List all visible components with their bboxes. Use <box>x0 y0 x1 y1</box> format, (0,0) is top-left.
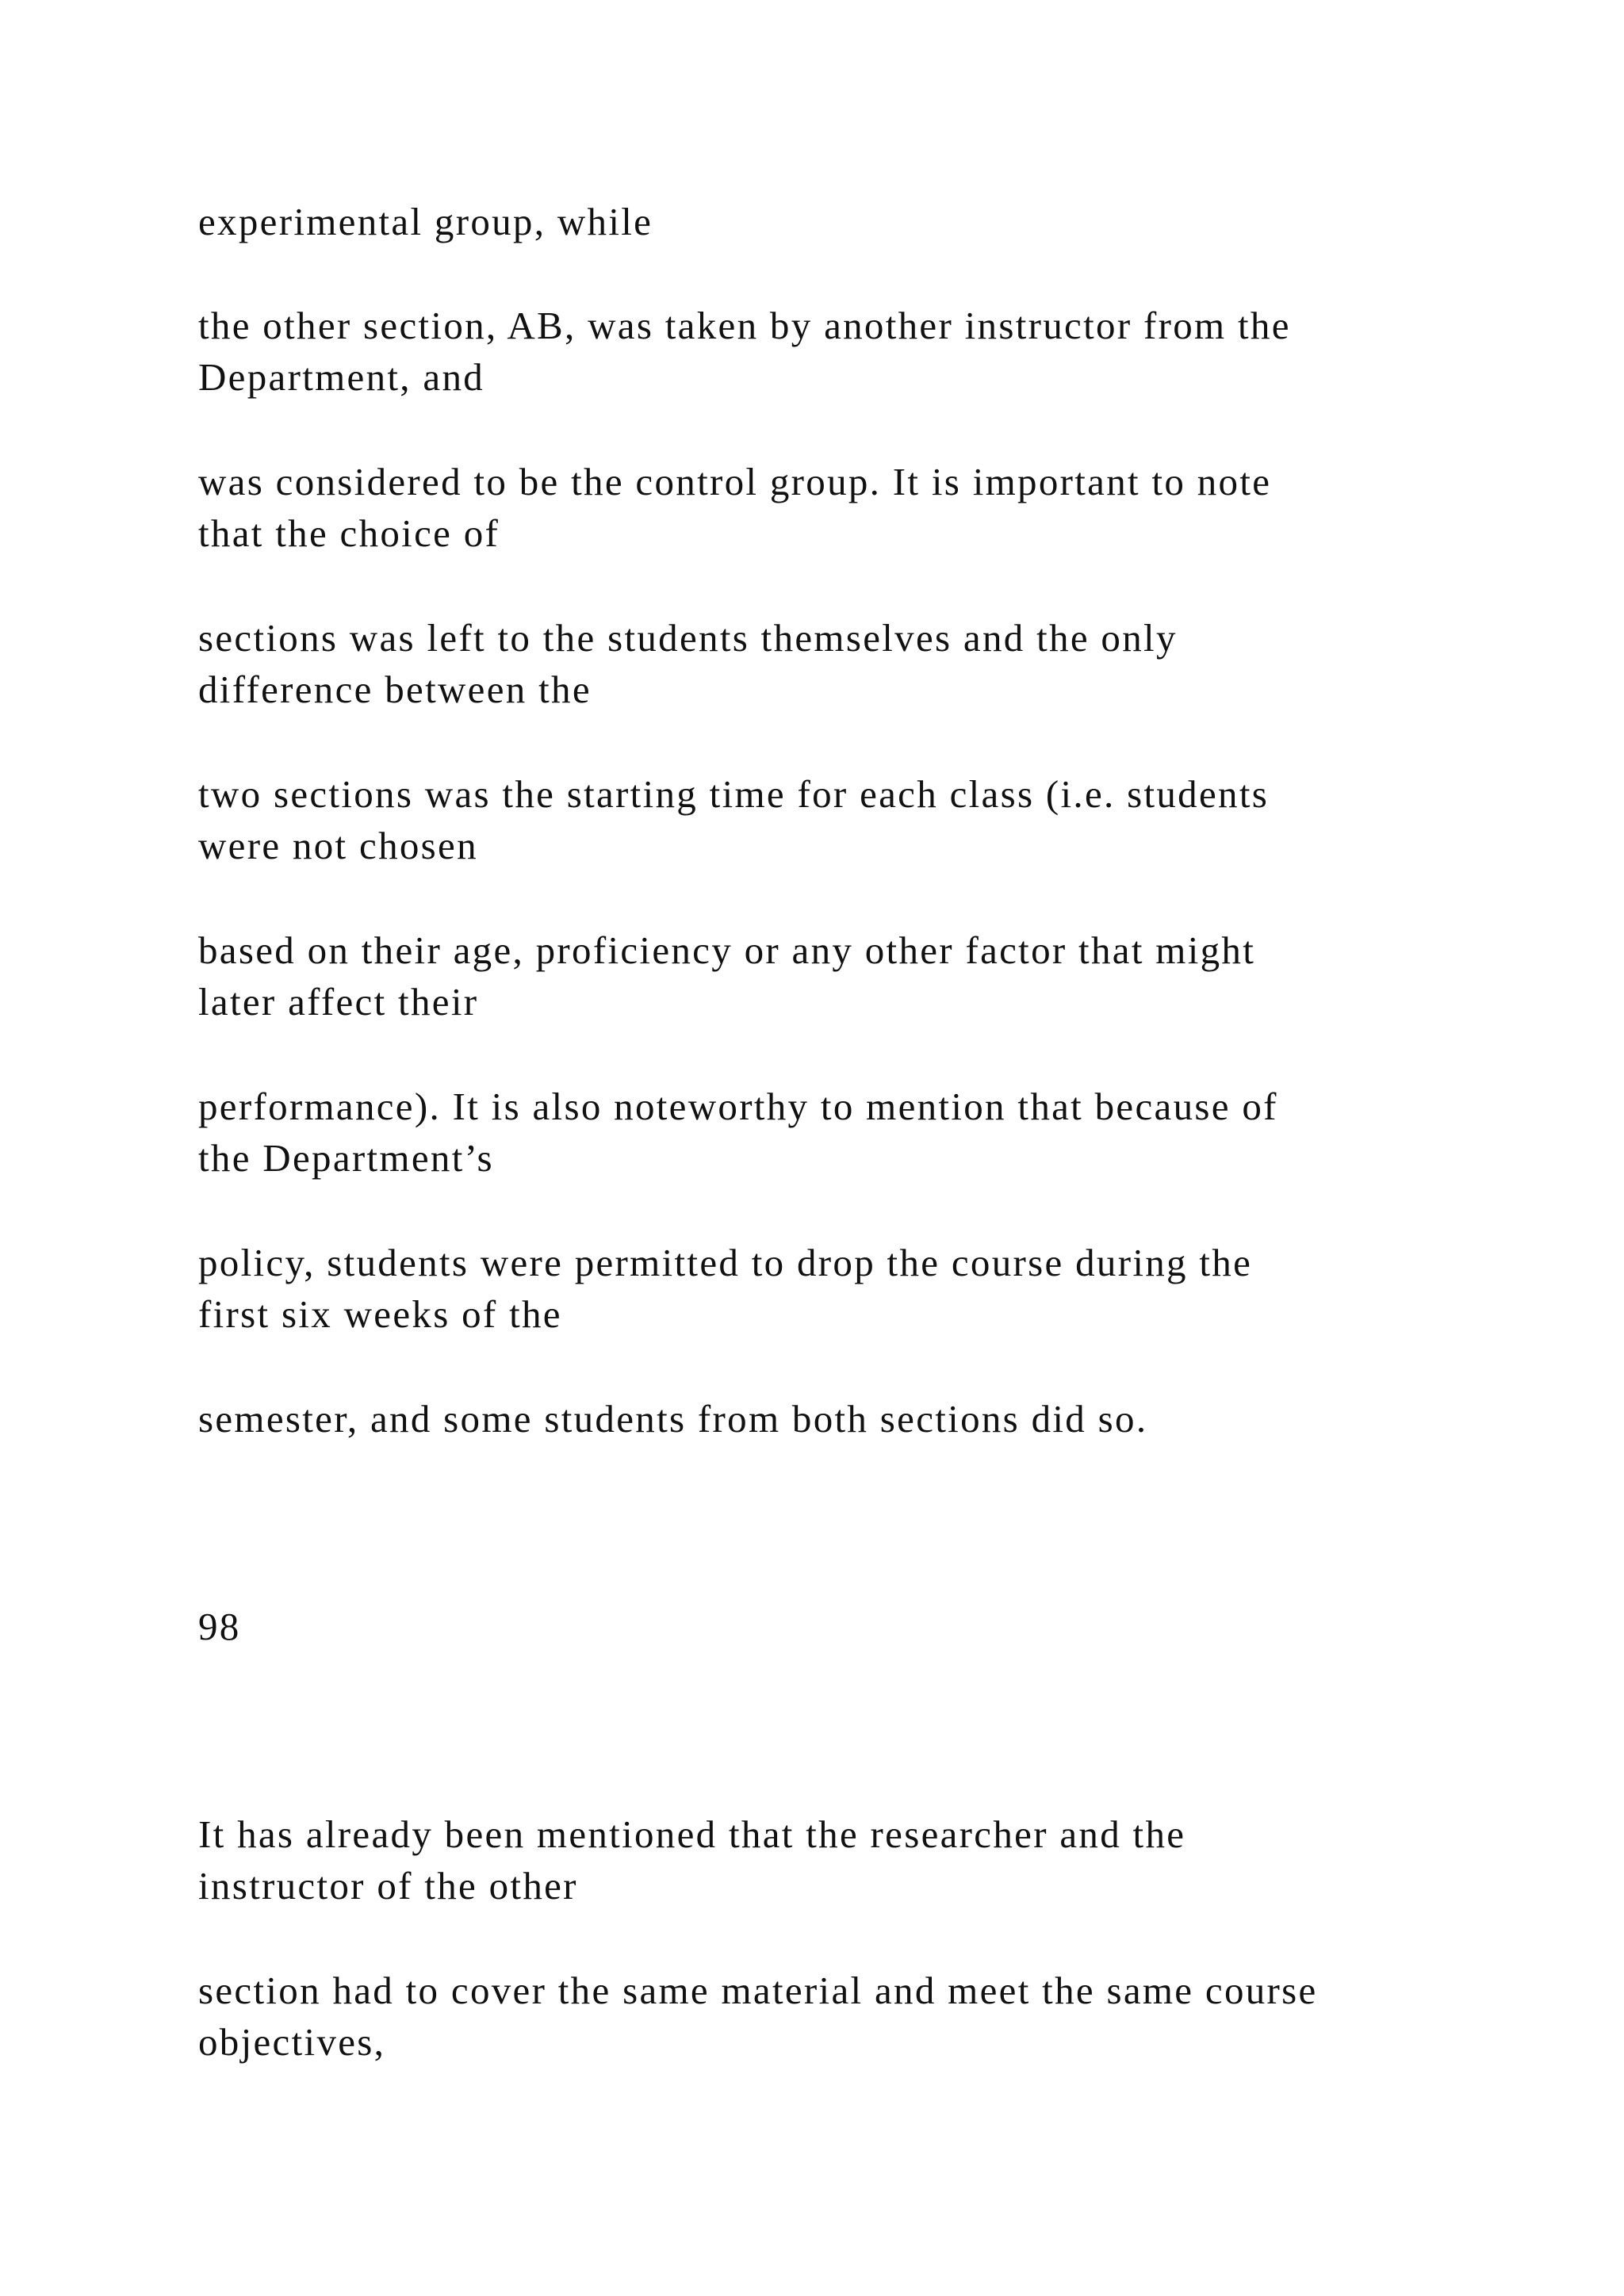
text-line: sections was left to the students themselves and the only <box>198 616 1178 660</box>
text-line: performance). It is also noteworthy to mention that because of <box>198 1085 1278 1128</box>
text-line: two sections was the starting time for each class (i.e. students <box>198 772 1270 816</box>
text-line: objectives, <box>198 2020 386 2064</box>
text-line: the Department’s <box>198 1136 494 1180</box>
text-line: were not chosen <box>198 824 478 867</box>
text-line: instructor of the other <box>198 1864 578 1908</box>
text-line: based on their age, proficiency or any other factor that might <box>198 928 1256 972</box>
text-line: It has already been mentioned that the researcher and the <box>198 1812 1186 1856</box>
text-line: Department, and <box>198 355 485 399</box>
text-line: first six weeks of the <box>198 1292 562 1336</box>
text-line: was considered to be the control group. It is important to note <box>198 460 1272 503</box>
page-number: 98 <box>198 1605 241 1648</box>
text-line: policy, students were permitted to drop the course during the <box>198 1241 1253 1284</box>
text-line: experimental group, while <box>198 200 653 243</box>
text-line: semester, and some students from both sections did so. <box>198 1397 1148 1441</box>
text-line: difference between the <box>198 668 592 711</box>
text-line: section had to cover the same material and meet the same course <box>198 1969 1318 2012</box>
text-line: the other section, AB, was taken by another instructor from the <box>198 304 1291 347</box>
text-line: that the choice of <box>198 511 500 555</box>
text-line: later affect their <box>198 980 479 1024</box>
